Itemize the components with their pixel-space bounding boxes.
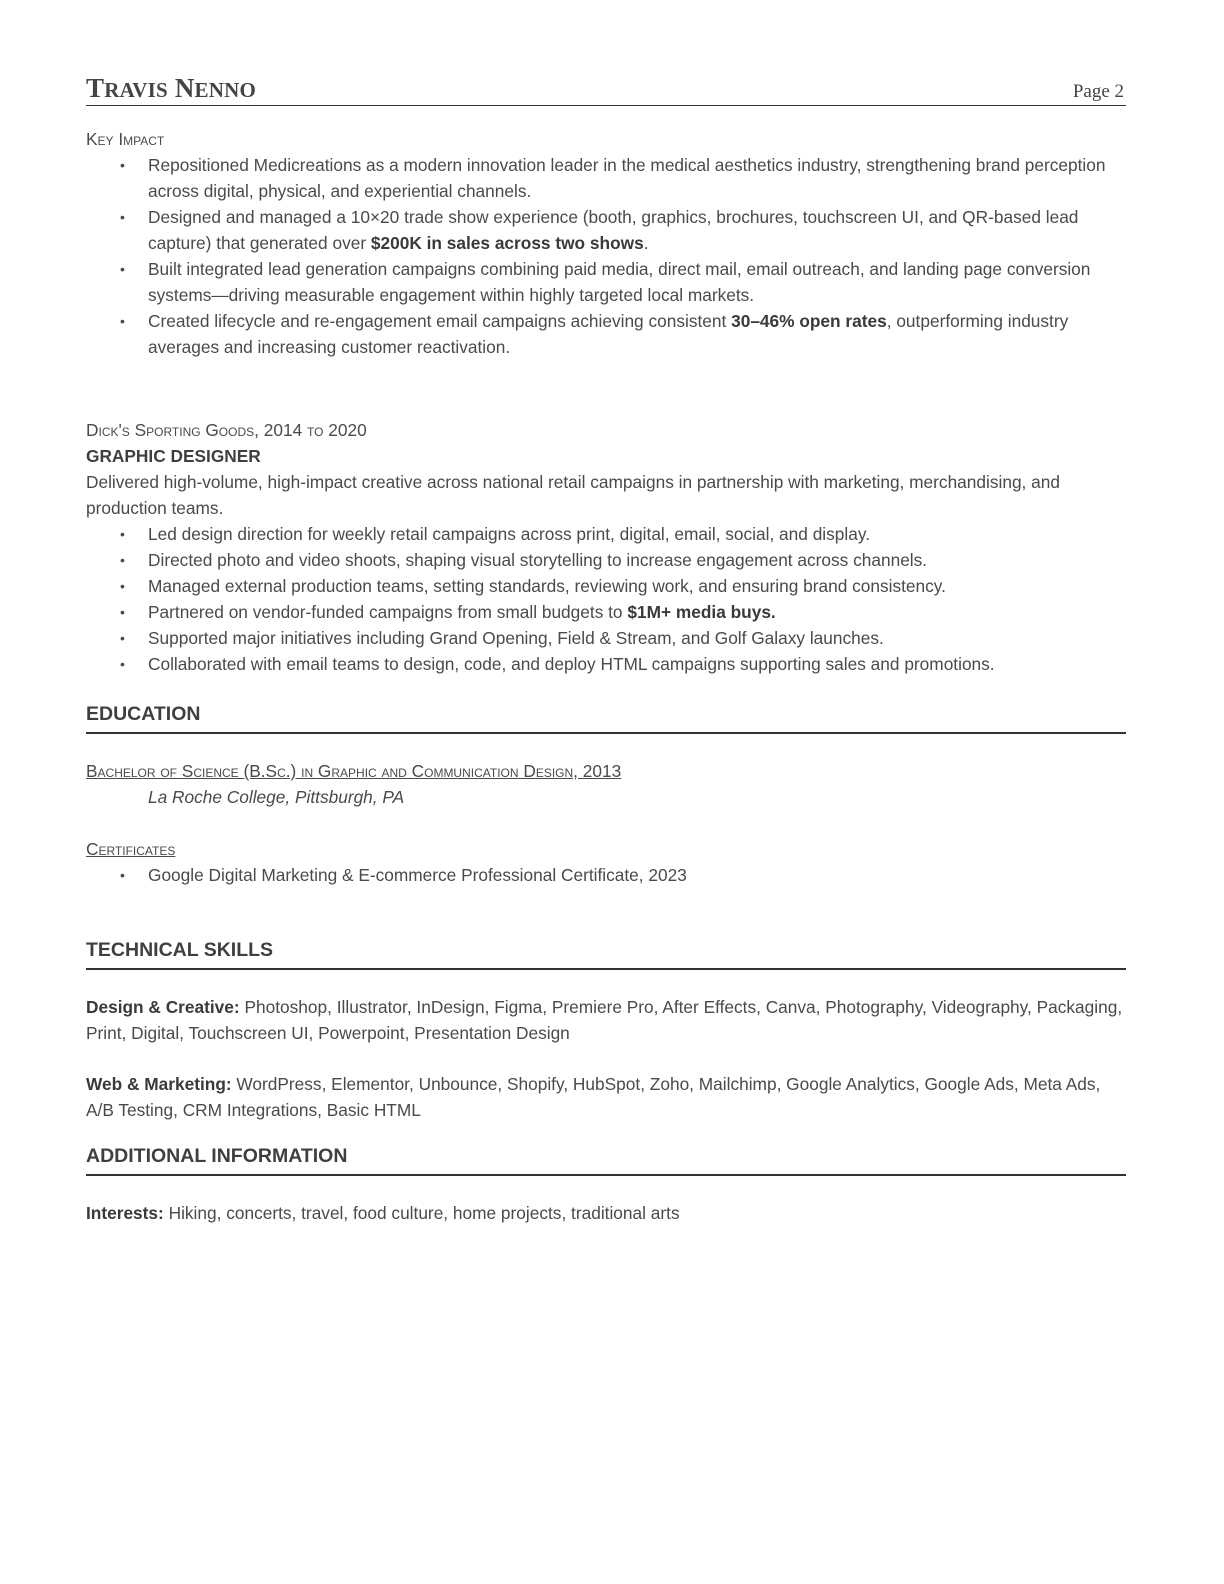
list-item — [86, 651, 1126, 677]
key-impact-heading: Key Impact — [86, 129, 165, 149]
school-name: La Roche College, Pittsburgh, PA — [148, 787, 405, 807]
design-skills-label: Design & Creative: — [86, 997, 240, 1017]
interests-text: Hiking, concerts, travel, food culture, home projects, traditional arts — [163, 1203, 680, 1223]
web-skills — [86, 1071, 1126, 1123]
job-section — [86, 417, 1126, 677]
bullet-icon: • — [120, 157, 125, 173]
additional-section — [86, 1143, 1126, 1226]
bullet-icon: • — [120, 656, 125, 672]
name-last-initial: N — [174, 73, 195, 103]
list-item — [86, 573, 1126, 599]
bullet-text: Repositioned Medicreations as a modern innovation leader in the medical aesthetics industry, strengthening brand perception across digital, physical, and experiential channels. — [148, 155, 1106, 201]
bullet-text: Collaborated with email teams to design, code, and deploy HTML campaigns supporting sales and promotions. — [148, 654, 995, 674]
job-to: to — [307, 420, 324, 440]
key-impact-list — [86, 152, 1126, 360]
job-bullet-list — [86, 521, 1126, 677]
bullet-text: Created lifecycle and re-engagement email campaigns achieving consistent — [148, 311, 732, 331]
education-section — [86, 701, 1126, 888]
certificates-heading: Certificates — [86, 839, 176, 859]
bullet-icon: • — [120, 867, 125, 883]
bullet-icon: • — [120, 604, 125, 620]
list-item — [86, 625, 1126, 651]
company-name: Dick's Sporting Goods — [86, 420, 255, 440]
bullet-bold-text: $200K in sales across two shows — [370, 233, 644, 253]
interests — [86, 1200, 1126, 1226]
degree-line — [86, 758, 1126, 784]
bullet-icon: • — [120, 261, 125, 277]
bullet-bold-text: $1M+ media buys. — [627, 602, 776, 622]
page-header — [86, 74, 1126, 106]
list-item — [86, 599, 1126, 625]
web-skills-label: Web & Marketing: — [86, 1074, 232, 1094]
bullet-icon: • — [120, 578, 125, 594]
bullet-text: Managed external production teams, setting standards, reviewing work, and ensuring brand consistency. — [148, 576, 946, 596]
skills-title: TECHNICAL SKILLS — [86, 937, 1126, 970]
certificate-text: Google Digital Marketing & E-commerce Professional Certificate, 2023 — [148, 865, 687, 885]
degree-name: Bachelor of Science (B.Sc.) in Graphic and Communication Design — [86, 761, 574, 781]
name-initial: T — [86, 73, 105, 103]
bullet-icon: • — [120, 630, 125, 646]
interests-label: Interests: — [86, 1203, 164, 1223]
candidate-name — [86, 74, 256, 104]
job-title: GRAPHIC DESIGNER — [86, 446, 261, 466]
bullet-icon: • — [120, 313, 125, 329]
bullet-text: Designed and managed a 10×20 trade show experience (booth, graphics, brochures, touchscreen UI, and QR-based lead capture) that generated over — [148, 207, 1079, 253]
list-item — [86, 256, 1126, 308]
list-item — [86, 152, 1126, 204]
skills-section — [86, 937, 1126, 1123]
additional-title: ADDITIONAL INFORMATION — [86, 1143, 1126, 1176]
job-end: 2020 — [323, 420, 367, 440]
name-first-rest: RAVIS — [104, 78, 168, 102]
bullet-text: , outperforming industry averages and increasing customer reactivation. — [148, 311, 1069, 357]
resume-page — [86, 74, 1126, 1226]
bullet-text: Directed photo and video shoots, shaping visual storytelling to increase engagement across channels. — [148, 550, 928, 570]
certificates-list — [86, 862, 1126, 888]
job-summary: Delivered high-volume, high-impact creative across national retail campaigns in partnership with marketing, merchandising, and production teams. — [86, 472, 1060, 518]
page-number: Page 2 — [1072, 81, 1124, 102]
bullet-text: . — [643, 233, 649, 253]
bullet-icon: • — [120, 552, 125, 568]
list-item — [86, 521, 1126, 547]
bullet-text: Supported major initiatives including Grand Opening, Field & Stream, and Golf Galaxy launches. — [148, 628, 884, 648]
degree-year: , 2013 — [573, 761, 622, 781]
list-item — [86, 308, 1126, 360]
design-skills — [86, 994, 1126, 1046]
job-company-line — [86, 417, 1126, 443]
design-skills-text: Photoshop, Illustrator, InDesign, Figma, Premiere Pro, After Effects, Canva, Photography, Videography, Packaging, Print, Digital, Touchscreen UI, Powerpoint, Presentation Design — [86, 997, 1123, 1043]
bullet-text: Partnered on vendor-funded campaigns from small budgets to — [148, 602, 628, 622]
bullet-text: Led design direction for weekly retail campaigns across print, digital, email, social, and display. — [148, 524, 871, 544]
education-title: EDUCATION — [86, 701, 1126, 734]
bullet-icon: • — [120, 526, 125, 542]
bullet-bold-text: 30–46% open rates — [731, 311, 887, 331]
bullet-icon: • — [120, 209, 125, 225]
list-item — [86, 204, 1126, 256]
list-item — [86, 862, 1126, 888]
key-impact-section — [86, 126, 1126, 360]
name-last-rest: ENNO — [194, 78, 257, 102]
list-item — [86, 547, 1126, 573]
bullet-text: Built integrated lead generation campaigns combining paid media, direct mail, email outreach, and landing page conversion systems—driving measurable engagement within highly targeted local markets. — [148, 259, 1091, 305]
job-start: , 2014 — [254, 420, 308, 440]
web-skills-text: WordPress, Elementor, Unbounce, Shopify, HubSpot, Zoho, Mailchimp, Google Analytics, Google Ads, Meta Ads, A/B Testing, CRM Integrations, Basic HTML — [86, 1074, 1101, 1120]
